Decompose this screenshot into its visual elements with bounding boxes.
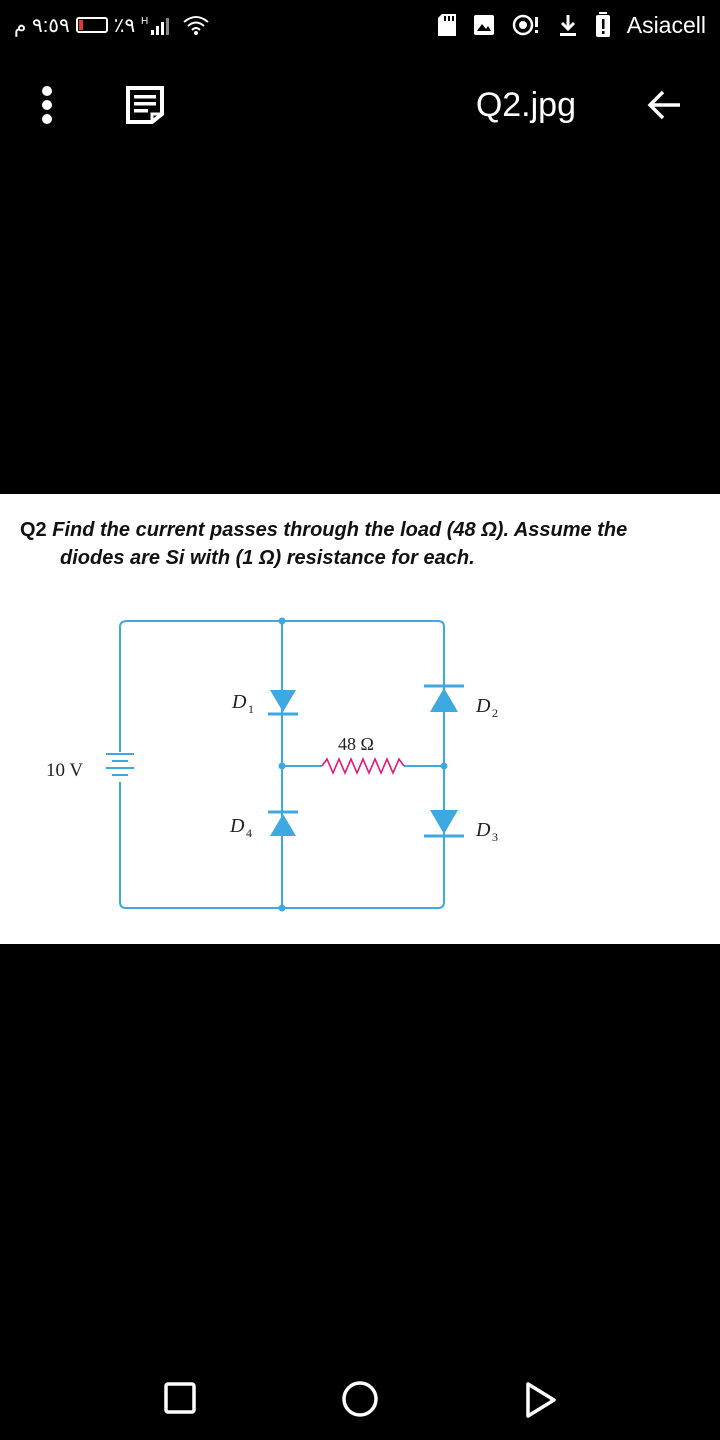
back-icon[interactable] — [520, 1380, 560, 1420]
image-viewer[interactable] — [0, 494, 720, 944]
diode-d3 — [424, 810, 464, 836]
question-number: Q2 — [20, 519, 47, 541]
battery-icon — [76, 17, 108, 33]
battery-percent: ٪٩ — [113, 14, 136, 37]
top-app-bar — [0, 60, 720, 150]
sd-card-icon — [437, 13, 457, 37]
question-line-2: diodes are Si with (1 Ω) resistance for each. — [60, 547, 475, 569]
d4-subscript: 4 — [246, 826, 252, 840]
bridge-circuit-diagram — [0, 604, 720, 924]
resistor-48-ohm — [322, 759, 404, 773]
text-icon[interactable] — [124, 84, 166, 126]
junction-right-load — [441, 763, 448, 770]
file-name-title: Q2.jpg — [475, 86, 576, 124]
back-arrow-icon[interactable] — [646, 88, 684, 122]
source-label: 10 V — [46, 760, 84, 781]
resistor-label: 48 Ω — [338, 734, 374, 754]
gallery-icon — [473, 14, 495, 36]
alert-icon — [595, 12, 611, 38]
clock: ٩:٥٩ م — [14, 14, 70, 37]
battery-symbol — [106, 752, 134, 782]
d4-label: D — [230, 815, 245, 837]
d1-subscript: 1 — [248, 702, 254, 716]
status-bar — [0, 0, 720, 50]
status-left — [14, 9, 211, 41]
d3-label: D — [476, 819, 491, 841]
home-icon[interactable] — [340, 1379, 380, 1419]
junction-left-load — [279, 763, 286, 770]
recents-icon[interactable] — [164, 1382, 196, 1414]
d3-subscript: 3 — [492, 830, 498, 844]
question-text — [20, 516, 700, 572]
status-right — [437, 9, 706, 41]
wifi-icon — [181, 14, 211, 36]
question-line-1: Find the current passes through the load (48 Ω). Assume the — [52, 519, 628, 541]
d2-label: D — [476, 695, 491, 717]
signal-icon — [141, 14, 175, 36]
d1-label: D — [232, 691, 247, 713]
carrier-name: Asiacell — [626, 11, 706, 38]
navigation-bar — [0, 1350, 720, 1440]
diode-d2 — [424, 686, 464, 712]
more-vert-icon[interactable] — [30, 82, 64, 128]
junction-top — [279, 618, 286, 625]
junction-bottom — [279, 905, 286, 912]
camera-icon — [511, 13, 541, 37]
download-icon — [557, 13, 579, 37]
diode-d4 — [268, 812, 298, 836]
diode-d1 — [268, 690, 298, 714]
d2-subscript: 2 — [492, 706, 498, 720]
svg-text:H: H — [141, 16, 149, 27]
